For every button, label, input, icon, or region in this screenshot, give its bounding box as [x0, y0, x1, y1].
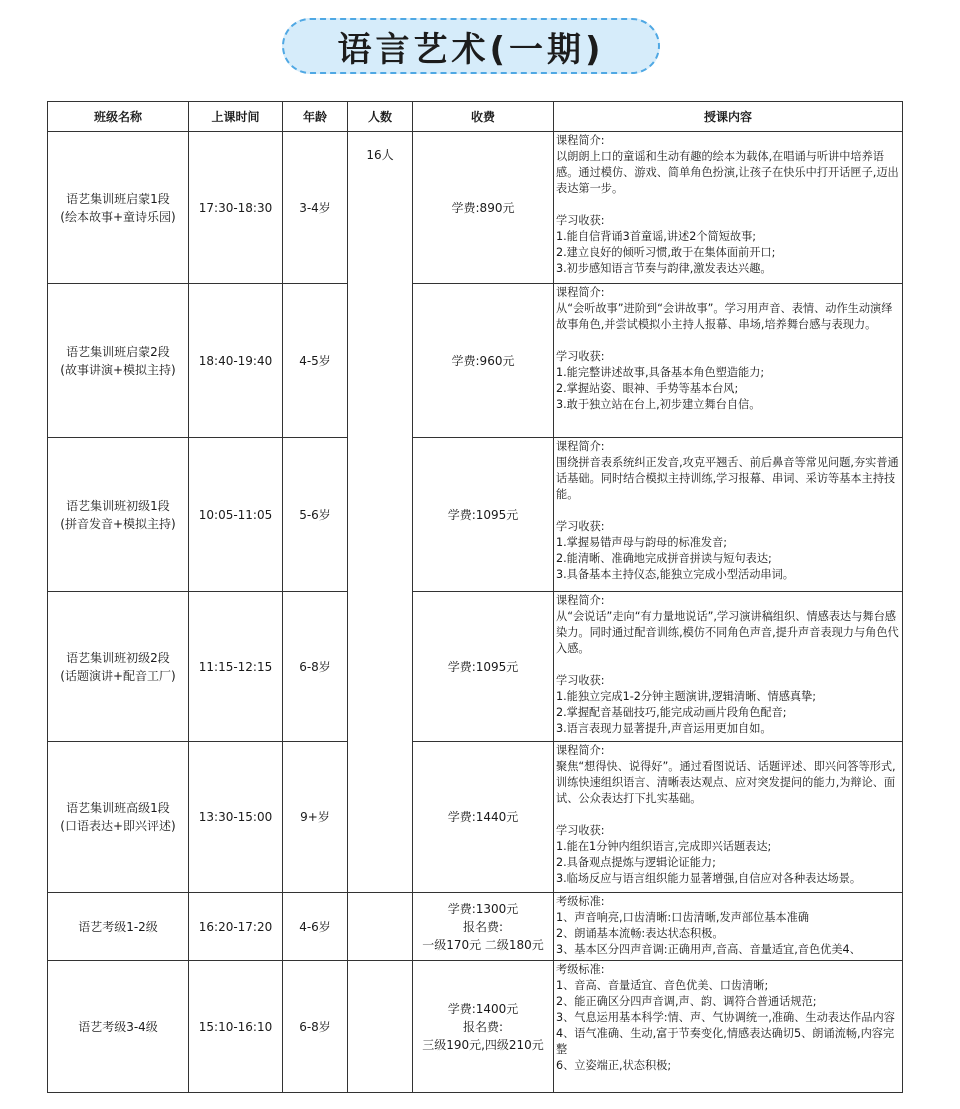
page-title-banner [282, 18, 660, 74]
age-cell: 9+岁 [283, 742, 348, 893]
age-cell: 4-6岁 [283, 893, 348, 961]
fee-line: 学费:1095元 [447, 507, 519, 522]
fee-line: 三级190元,四级210元 [422, 1037, 544, 1052]
class-subtitle: (口语表达+即兴评述) [60, 819, 176, 833]
content-cell: 课程简介: 围绕拼音表系统纠正发音,攻克平翘舌、前后鼻音等常见问题,夯实普通话基础。同时结合模拟主持训练,学习报幕、串词、采访等基本主持技能。 学习收获: 1.掌握易错声母与韵母的标准发音; 2.能清晰、准确地完成拼音拼读与短句表达; 3.具备基本主持仪态,能独立完成小型活动串词。 [554, 438, 903, 592]
class-subtitle: (话题演讲+配音工厂) [60, 668, 176, 683]
class-name-cell [48, 893, 189, 961]
headcount-cell-empty [348, 961, 413, 1093]
class-name-cell [48, 284, 189, 438]
age-cell: 3-4岁 [283, 132, 348, 284]
table-row [48, 438, 903, 592]
class-subtitle: (故事讲演+模拟主持) [60, 362, 176, 377]
age-cell: 5-6岁 [283, 438, 348, 592]
course-schedule-table [47, 101, 903, 1093]
fee-cell [413, 132, 554, 284]
age-cell: 4-5岁 [283, 284, 348, 438]
headcount-cell: 16人 [348, 132, 413, 893]
header-age: 年龄 [283, 102, 348, 132]
fee-line: 学费:890元 [451, 200, 515, 215]
fee-cell [413, 893, 554, 961]
table-row [48, 284, 903, 438]
time-cell: 15:10-16:10 [189, 961, 283, 1093]
table-row [48, 742, 903, 893]
fee-cell [413, 284, 554, 438]
header-class-name: 班级名称 [48, 102, 189, 132]
class-name: 语艺集训班初级1段 [66, 498, 170, 513]
content-cell: 课程简介: 从“会听故事”进阶到“会讲故事”。学习用声音、表情、动作生动演绎故事角色,并尝试模拟小主持人报幕、串场,培养舞台感与表现力。 学习收获: 1.能完整讲述故事,具备基本角色塑造能力; 2.掌握站姿、眼神、手势等基本台风; 3.敢于独立站在台上,初步建立舞台自信。 [554, 284, 903, 438]
age-cell: 6-8岁 [283, 592, 348, 742]
fee-line: 一级170元 二级180元 [422, 937, 544, 952]
time-cell: 18:40-19:40 [189, 284, 283, 438]
page-title: 语言艺术(一期) [337, 29, 605, 70]
fee-line: 学费:1095元 [447, 659, 519, 674]
fee-cell [413, 742, 554, 893]
fee-cell [413, 438, 554, 592]
time-cell: 17:30-18:30 [189, 132, 283, 284]
header-time: 上课时间 [189, 102, 283, 132]
content-cell: 课程简介: 以朗朗上口的童谣和生动有趣的绘本为载体,在唱诵与听讲中培养语感。通过模仿、游戏、简单角色扮演,让孩子在快乐中打开话匣子,迈出表达第一步。 学习收获: 1.能自信背诵3首童谣,讲述2个简短故事; 2.建立良好的倾听习惯,敢于在集体面前开口; 3.初步感知语言节奏与韵律,激发表达兴趣。 [554, 132, 903, 284]
class-subtitle: (绘本故事+童诗乐园) [60, 209, 176, 224]
class-name: 语艺集训班高级1段 [66, 801, 170, 815]
fee-cell [413, 592, 554, 742]
time-cell: 16:20-17:20 [189, 893, 283, 961]
class-subtitle: (拼音发音+模拟主持) [60, 516, 176, 531]
header-headcount: 人数 [348, 102, 413, 132]
header-fee: 收费 [413, 102, 554, 132]
content-cell: 课程简介: 聚焦“想得快、说得好”。通过看图说话、话题评述、即兴问答等形式,训练快速组织语言、清晰表达观点、应对突发提问的能力,为辩论、面试、公众表达打下扎实基础。 学习收获: 1.能在1分钟内组织语言,完成即兴话题表达; 2.具备观点提炼与逻辑论证能力; 3.临场反应与语言组织能力显著增强,自信应对各种表达场景。 [554, 742, 903, 893]
class-name-cell [48, 438, 189, 592]
fee-line: 报名费: [462, 1019, 504, 1034]
class-name-cell [48, 132, 189, 284]
header-content: 授课内容 [554, 102, 903, 132]
class-name: 语艺考级1-2级 [78, 919, 158, 934]
content-cell: 课程简介: 从“会说话”走向“有力量地说话”,学习演讲稿组织、情感表达与舞台感染力。同时通过配音训练,模仿不同角色声音,提升声音表现力与角色代入感。 学习收获: 1.能独立完成1-2分钟主题演讲,逻辑清晰、情感真挚; 2.掌握配音基础技巧,能完成动画片段角色配音; 3.语言表现力显著提升,声音运用更加自如。 [554, 592, 903, 742]
fee-line: 学费:1400元 [447, 1001, 519, 1016]
time-cell: 13:30-15:00 [189, 742, 283, 893]
time-cell: 10:05-11:05 [189, 438, 283, 592]
class-name-cell [48, 742, 189, 893]
class-name-cell [48, 592, 189, 742]
content-cell: 考级标准: 1、声音响亮,口齿清晰:口齿清晰,发声部位基本准确 2、朗诵基本流畅:表达状态积极。 3、基本区分四声音调:正确用声,音高、音量适宜,音色优美4、 [554, 893, 903, 961]
fee-cell [413, 961, 554, 1093]
header-row [48, 102, 903, 132]
headcount-cell-empty [348, 893, 413, 961]
class-name: 语艺集训班启蒙1段 [66, 191, 170, 206]
fee-line: 学费:1300元 [447, 901, 519, 916]
table-row [48, 961, 903, 1093]
fee-line: 报名费: [462, 919, 504, 934]
class-name-cell [48, 961, 189, 1093]
fee-line: 学费:1440元 [447, 810, 519, 824]
fee-line: 学费:960元 [451, 353, 515, 368]
table-row [48, 893, 903, 961]
time-cell: 11:15-12:15 [189, 592, 283, 742]
table-row [48, 132, 903, 284]
content-cell: 考级标准: 1、音高、音量适宜、音色优美、口齿清晰; 2、能正确区分四声音调,声、韵、调符合普通话规范; 3、气息运用基本科学:情、声、气协调统一,准确、生动表达作品内容 4、语气准确、生动,富于节奏变化,情感表达确切5、朗诵流畅,内容完整 6、立姿端正,状态积极; [554, 961, 903, 1093]
class-name: 语艺考级3-4级 [78, 1019, 158, 1034]
age-cell: 6-8岁 [283, 961, 348, 1093]
table-row [48, 592, 903, 742]
class-name: 语艺集训班初级2段 [66, 650, 170, 665]
class-name: 语艺集训班启蒙2段 [66, 344, 170, 359]
